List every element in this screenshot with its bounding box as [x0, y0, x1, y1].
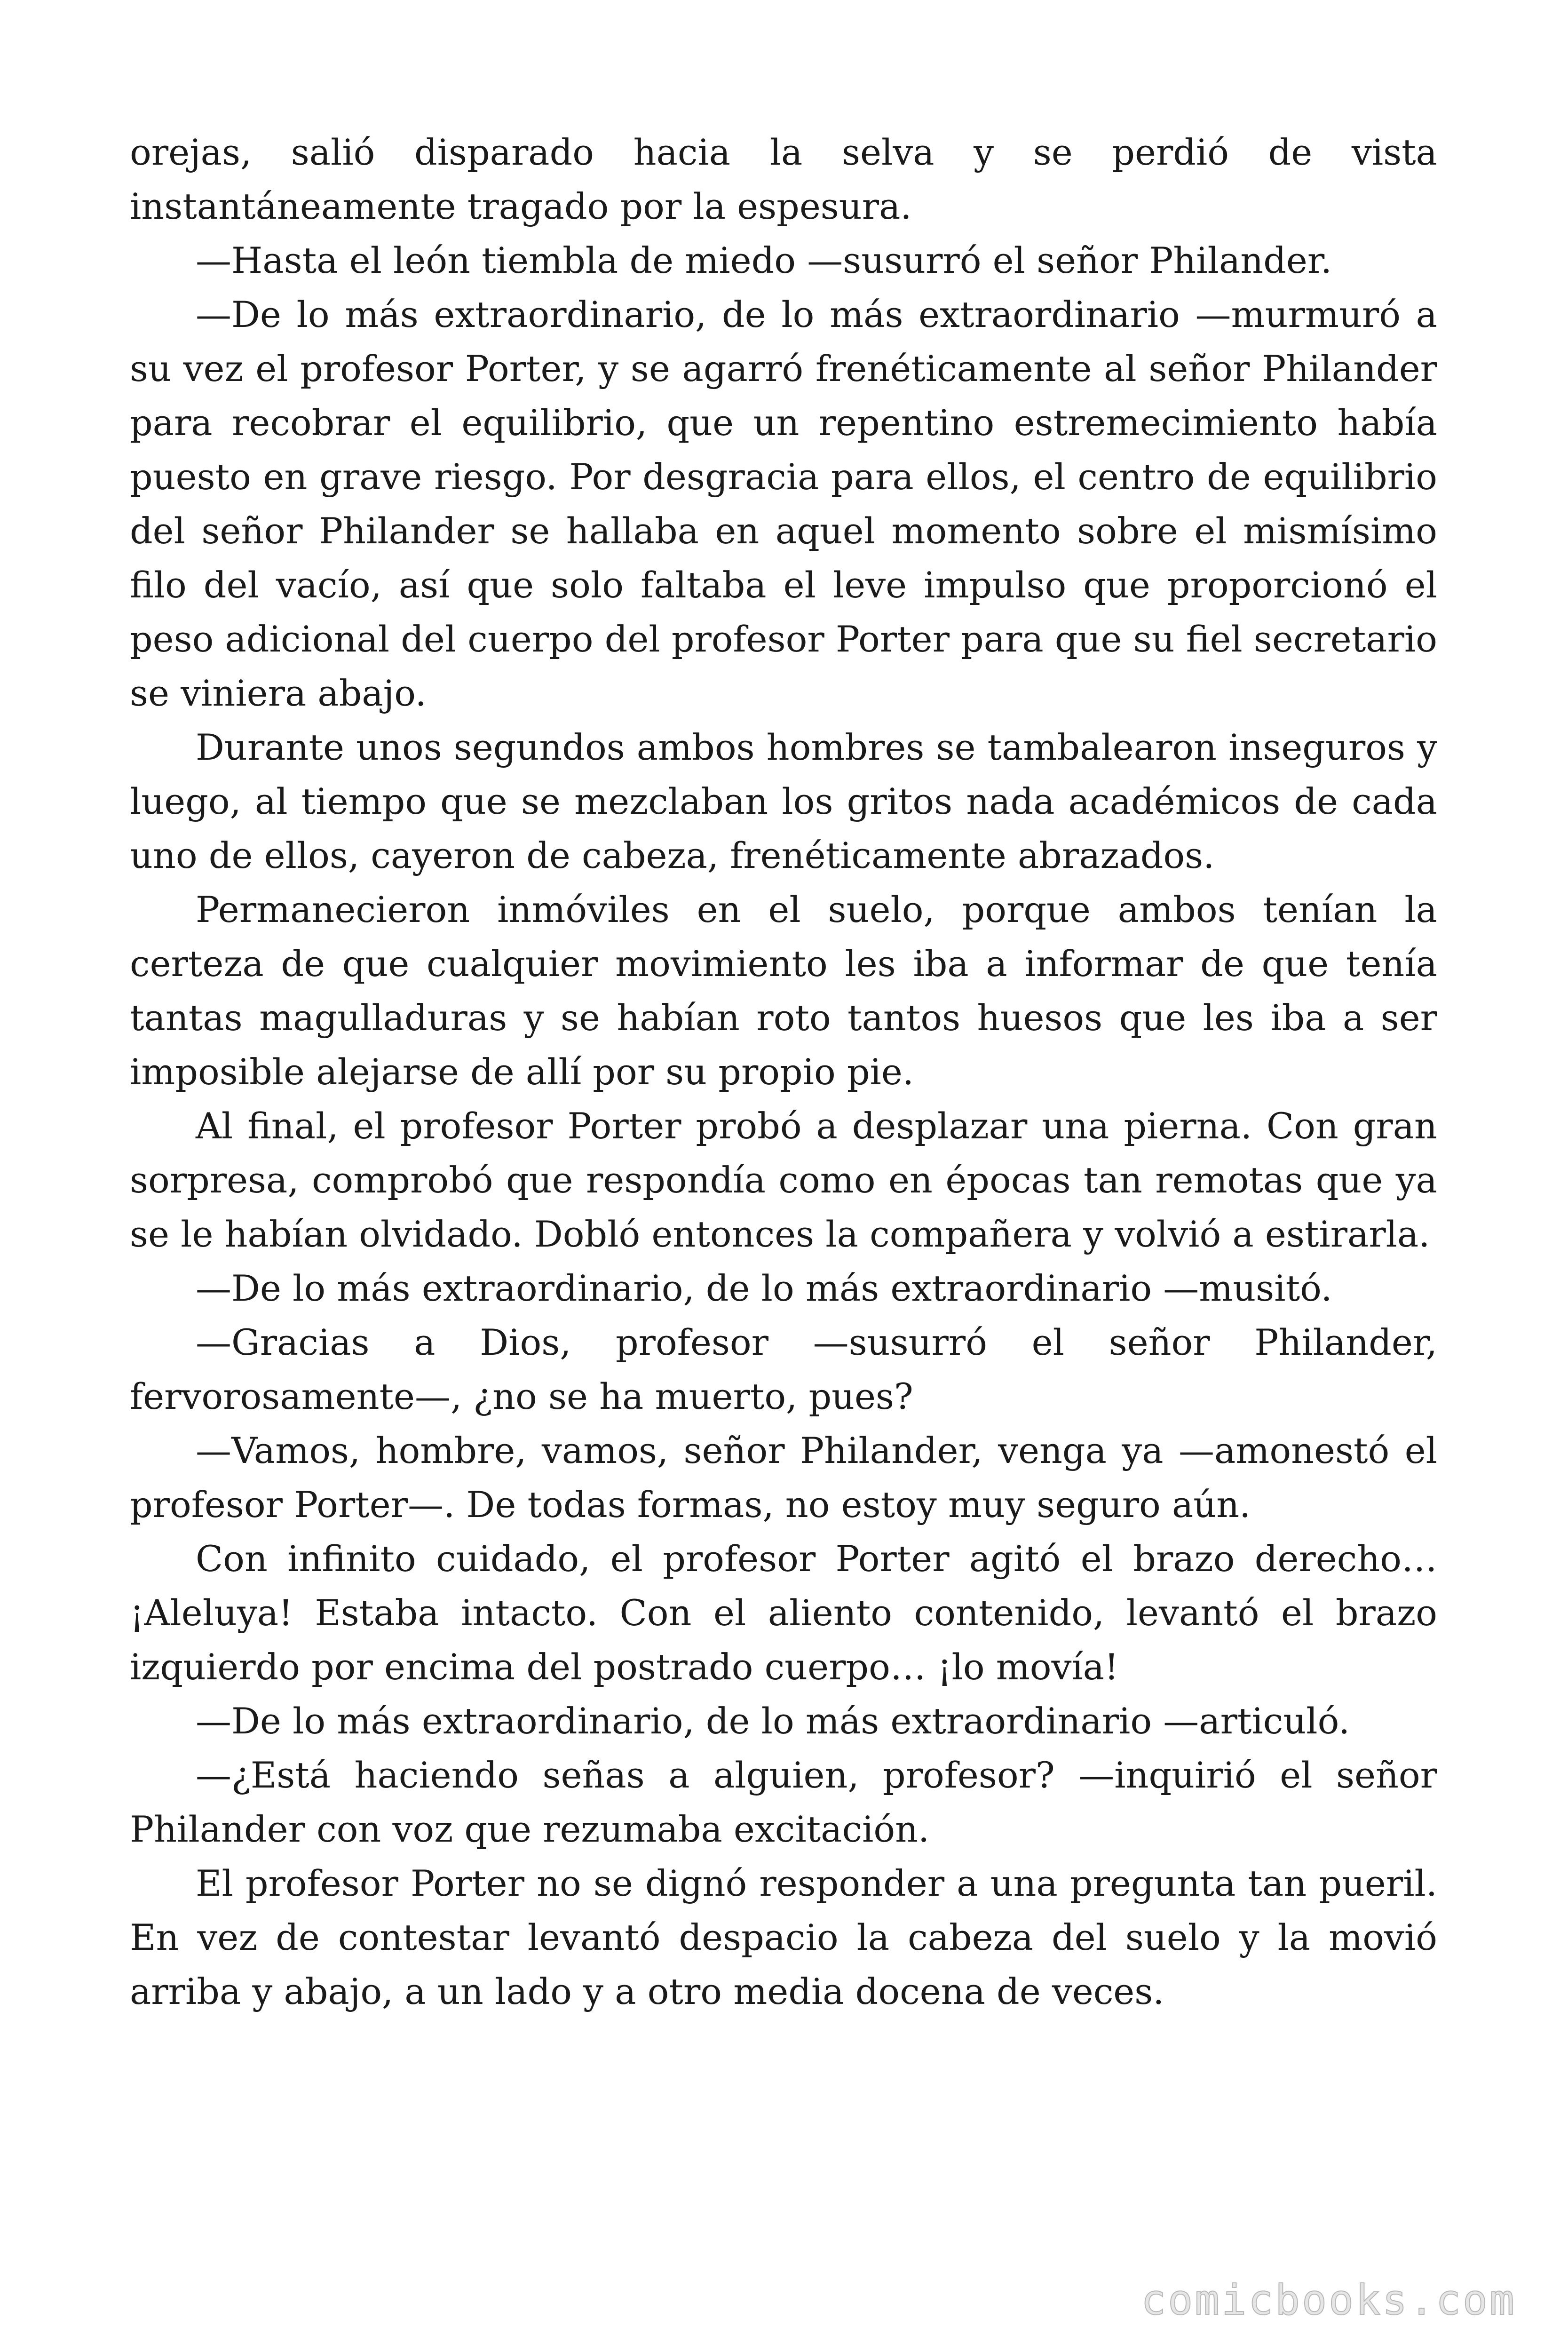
paragraph: Con infinito cuidado, el profesor Porter agitó el brazo derecho… ¡Aleluya! Estaba intacto. Con el aliento contenido, levantó el brazo izquierdo por encima del postrado cuerpo… ¡lo movía! [130, 1538, 1437, 1688]
paragraph: —De lo más extraordinario, de lo más extraordinario —murmuró a su vez el profesor Porter, y se agarró frenéticamente al señor Philander para recobrar el equilibrio, que un repentino estremecimiento había puesto en grave riesgo. Por desgracia para ellos, el centro de equilibrio del señor Philander se hallaba en aquel momento sobre el mismísimo filo del vacío, así que solo faltaba el leve impulso que proporcionó el peso adicional del cuerpo del profesor Porter para que su fiel secretario se viniera abajo. [130, 294, 1437, 714]
paragraph: —¿Está haciendo señas a alguien, profesor? —inquirió el señor Philander con voz que rezumaba excitación. [130, 1754, 1437, 1850]
paragraph-continued: orejas, salió disparado hacia la selva y se perdió de vista instantáneamente tragado por la espesura. [130, 131, 1437, 227]
paragraph: Permanecieron inmóviles en el suelo, porque ambos tenían la certeza de que cualquier movimiento les iba a informar de que tenía tantas magulladuras y se habían roto tantos huesos que les iba a ser imposible alejarse de allí por su propio pie. [130, 889, 1437, 1093]
paragraph: Al final, el profesor Porter probó a desplazar una pierna. Con gran sorpresa, comprobó que respondía como en épocas tan remotas que ya se le habían olvidado. Dobló entonces la compañera y volvió a estirarla. [130, 1105, 1437, 1255]
watermark: comicbooks.com [1141, 2276, 1516, 2324]
body-text [130, 125, 1437, 2018]
paragraph: —Hasta el león tiembla de miedo —susurró el señor Philander. [196, 239, 1332, 281]
paragraph: Durante unos segundos ambos hombres se tambalearon inseguros y luego, al tiempo que se mezclaban los gritos nada académicos de cada uno de ellos, cayeron de cabeza, frenéticamente abrazados. [130, 726, 1437, 876]
paragraph: —De lo más extraordinario, de lo más extraordinario —articuló. [196, 1700, 1350, 1742]
paragraph: El profesor Porter no se dignó responder a una pregunta tan pueril. En vez de contestar levantó despacio la cabeza del suelo y la movió arriba y abajo, a un lado y a otro media docena de veces. [130, 1862, 1437, 2012]
paragraph: —Vamos, hombre, vamos, señor Philander, venga ya —amonestó el profesor Porter—. De todas formas, no estoy muy seguro aún. [130, 1430, 1437, 1526]
paragraph: —De lo más extraordinario, de lo más extraordinario —musitó. [196, 1267, 1332, 1309]
paragraph: —Gracias a Dios, profesor —susurró el señor Philander, fervorosamente—, ¿no se ha muerto, pues? [130, 1321, 1437, 1417]
